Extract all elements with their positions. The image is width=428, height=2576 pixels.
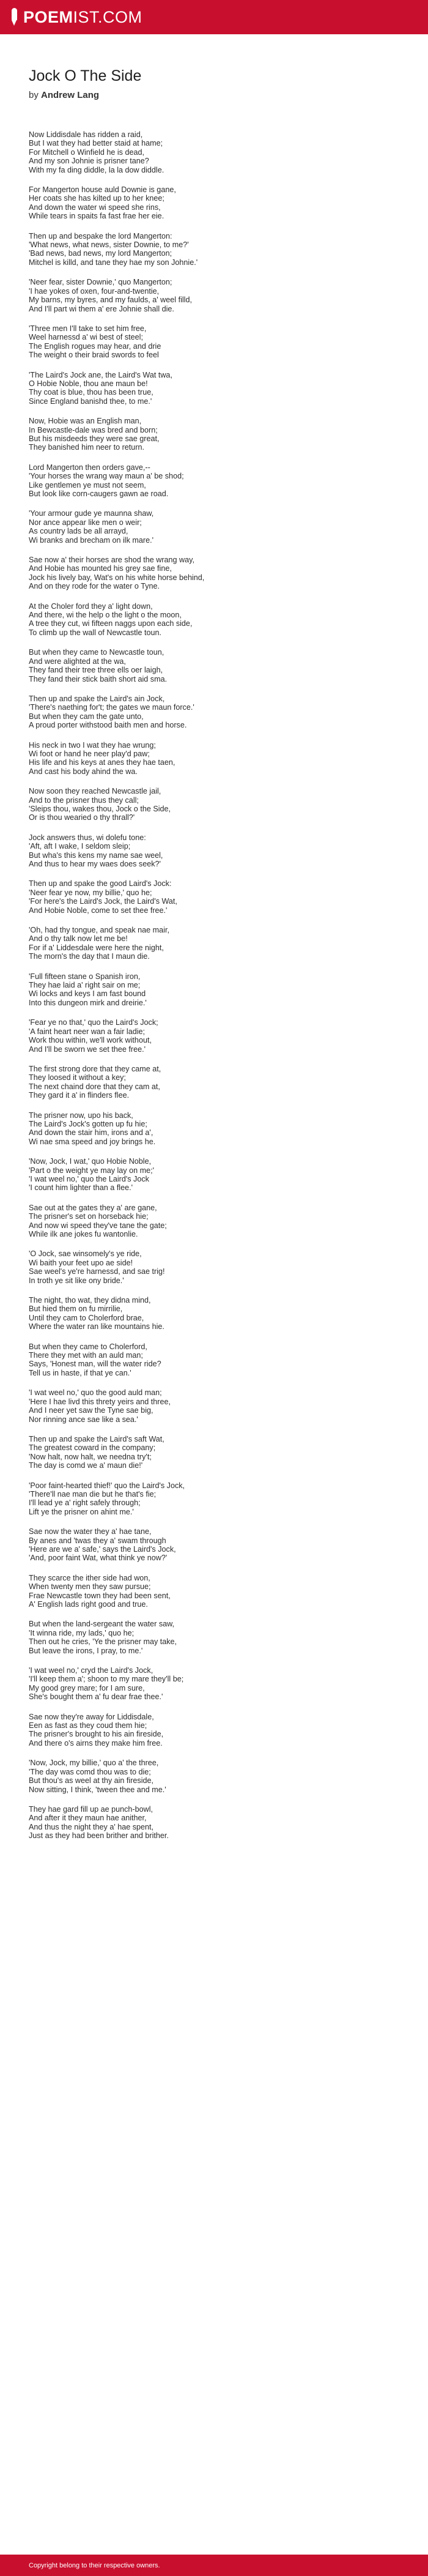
poem-line: Frae Newcastle town they had been sent, bbox=[29, 1591, 171, 1600]
poem-line: In Bewcastle-dale was bred and born; bbox=[29, 425, 158, 434]
stanza bbox=[29, 232, 408, 267]
poem-line: The day is comd we a' maun die!' bbox=[29, 1461, 143, 1470]
poem-line: Just as they had been brither and brither. bbox=[29, 1831, 169, 1841]
poem-line: They loosed it without a key; bbox=[29, 1073, 126, 1082]
stanza bbox=[29, 1527, 408, 1563]
stanza bbox=[29, 371, 408, 406]
poem-line: 'There's naething for't; the gates we maun force.' bbox=[29, 703, 194, 712]
poem-line: And to the prisner thus they call; bbox=[29, 795, 139, 805]
poem-line: Now, Hobie was an English man, bbox=[29, 417, 142, 426]
poem-line: 'It winna ride, my lads,' quo he; bbox=[29, 1628, 135, 1637]
poem-line: And my son Johnie is prisner tane? bbox=[29, 157, 149, 166]
poem-line: Mitchel is killd, and tane they hae my son Johnie.' bbox=[29, 258, 198, 267]
poem-line: While ilk ane jokes fu wantonlie. bbox=[29, 1230, 138, 1238]
logo-text-light: IST.COM bbox=[73, 7, 142, 26]
poem-line: Nor ance appear like men o weir; bbox=[29, 518, 142, 527]
poem-line: The prisner's set on horseback hie; bbox=[29, 1212, 149, 1221]
poem-line: And on they rode for the water o Tyne. bbox=[29, 582, 160, 591]
poem-line: For if a' Liddesdale were here the night, bbox=[29, 943, 164, 952]
poem-line: She's bought them a' fu dear frae thee.' bbox=[29, 1692, 163, 1702]
stanza bbox=[29, 185, 408, 221]
poem-line: And Hobie has mounted his grey sae fine, bbox=[29, 564, 172, 573]
poem-line: And Hobie Noble, come to set thee free.' bbox=[29, 906, 168, 915]
poem-line: 'I count him lighter than a flee.' bbox=[29, 1183, 133, 1193]
poem-line: To climb up the wall of Newcastle toun. bbox=[29, 628, 161, 637]
poem-line: Sae weel's ye're harnessd, and sae trig! bbox=[29, 1267, 165, 1276]
poem-line: When twenty men they saw pursue; bbox=[29, 1582, 151, 1591]
poem-line: His neck in two I wat they hae wrung; bbox=[29, 740, 156, 750]
poem-line: Sae out at the gates they a' are gane, bbox=[29, 1203, 157, 1212]
stanza bbox=[29, 324, 408, 360]
poem-line: 'Three men I'll take to set him free, bbox=[29, 324, 147, 333]
poem-line: The prisner now, upo his back, bbox=[29, 1111, 133, 1120]
pen-nib-icon bbox=[11, 8, 18, 26]
poem-line: Into this dungeon mirk and dreirie.' bbox=[29, 998, 147, 1007]
poem-line: Where the water ran like mountains hie. bbox=[29, 1322, 164, 1331]
poem-line: The night, tho wat, they didna mind, bbox=[29, 1296, 151, 1305]
poem-line: A tree they cut, wi fifteen naggs upon each side, bbox=[29, 619, 193, 628]
poem-line: Like gentlemen ye must not seem, bbox=[29, 480, 146, 490]
poem-line: A proud porter withstood baith men and horse. bbox=[29, 721, 187, 730]
poem-line: And now wi speed they've tane the gate; bbox=[29, 1221, 167, 1230]
poem-line: Wi foot or hand he neer play'd paw; bbox=[29, 749, 150, 758]
footer bbox=[0, 2555, 428, 2576]
poem-line: And I neer yet saw the Tyne sae big, bbox=[29, 1406, 153, 1415]
stanza bbox=[29, 1111, 408, 1147]
poem-line: 'The Laird's Jock ane, the Laird's Wat twa, bbox=[29, 370, 172, 379]
stanza bbox=[29, 1805, 408, 1841]
poem-line: 'What news, what news, sister Downie, to me?' bbox=[29, 240, 189, 250]
poem-line: Now sitting, I think, 'tween thee and me.' bbox=[29, 1785, 166, 1794]
stanza bbox=[29, 926, 408, 961]
author-link[interactable]: Andrew Lang bbox=[41, 90, 100, 100]
poem-line: They hae laid a' right sair on me; bbox=[29, 981, 141, 990]
poem-line: 'There'll nae man die but he that's fie; bbox=[29, 1489, 157, 1498]
poem-line: While tears in spaits fa fast frae her eie. bbox=[29, 212, 164, 221]
poem-line: The English rogues may hear, and drie bbox=[29, 341, 161, 351]
poem-line: 'Here are we a' safe,' says the Laird's Jock, bbox=[29, 1544, 176, 1554]
poem-line: Then out he cries, 'Ye the prisner may take, bbox=[29, 1637, 177, 1647]
poem-line: 'I wat weel no,' quo the good auld man; bbox=[29, 1388, 162, 1398]
poem-line: 'I'll keep them a'; shoon to my mare they'll be; bbox=[29, 1675, 184, 1684]
poem-line: And there o's airns they make him free. bbox=[29, 1738, 163, 1748]
poem-line: The next chaind dore that they cam at, bbox=[29, 1082, 160, 1091]
poem-line: My good grey mare; for I am sure, bbox=[29, 1683, 145, 1692]
stanza bbox=[29, 648, 408, 683]
poem-line: 'Your armour gude ye maunna shaw, bbox=[29, 509, 154, 518]
stanza bbox=[29, 741, 408, 776]
poem-line: But when they came to Cholerford, bbox=[29, 1342, 147, 1351]
poem-line: Nor rinning ance sae like a sea.' bbox=[29, 1415, 138, 1424]
poem-line: 'Oh, had thy tongue, and speak nae mair, bbox=[29, 926, 169, 935]
poem-line: Until they cam to Cholerford brae, bbox=[29, 1313, 144, 1322]
stanza bbox=[29, 463, 408, 499]
stanza bbox=[29, 1204, 408, 1239]
poem-line: And thus to hear my waes does seek?' bbox=[29, 860, 161, 868]
poem-line: And o thy talk now let me be! bbox=[29, 934, 128, 944]
poem-line: The Laird's Jock's gotten up fu hie; bbox=[29, 1119, 147, 1128]
poem-line: Sae now they're away for Liddisdale, bbox=[29, 1712, 154, 1721]
poem-line: Lift ye the prisner on ahint me.' bbox=[29, 1507, 134, 1516]
poem-line: Or is thou wearied o thy thrall?' bbox=[29, 813, 135, 822]
stanza bbox=[29, 1342, 408, 1378]
poem-line: Now soon they reached Newcastle jail, bbox=[29, 787, 161, 796]
poem-line: Wi locks and keys I am fast bound bbox=[29, 989, 146, 999]
stanza bbox=[29, 1435, 408, 1470]
poem-line: But wha's this kens my name sae weel, bbox=[29, 851, 163, 860]
poem-line: Since England banishd thee, to me.' bbox=[29, 396, 152, 406]
poem-line: 'I wat weel no,' cryd the Laird's Jock, bbox=[29, 1666, 153, 1675]
poem-line: Then up and spake the good Laird's Jock: bbox=[29, 879, 172, 888]
poem-line: 'Now, Jock, I wat,' quo Hobie Noble, bbox=[29, 1157, 152, 1166]
poem-line: But when they came to Newcastle toun, bbox=[29, 648, 164, 657]
top-bar bbox=[0, 0, 428, 34]
stanza bbox=[29, 556, 408, 591]
poem-line: My barns, my byres, and my faulds, a' weel filld, bbox=[29, 296, 192, 305]
poem-line: Lord Mangerton then orders gave,-- bbox=[29, 463, 150, 472]
poem-line: Wi branks and brecham on ilk mare.' bbox=[29, 535, 153, 545]
poem-line: The first strong dore that they came at, bbox=[29, 1064, 161, 1073]
poem-line: With my fa ding diddle, la la dow diddle. bbox=[29, 165, 164, 174]
poem-line: And down the stair him, irons and a', bbox=[29, 1128, 153, 1137]
stanza bbox=[29, 1249, 408, 1285]
stanza bbox=[29, 1296, 408, 1331]
poem-line: And thus the night they a' hae spent, bbox=[29, 1822, 154, 1831]
stanza bbox=[29, 1481, 408, 1517]
poem-line: Wi nae sma speed and joy brings he. bbox=[29, 1137, 156, 1146]
poem-line: 'Here I hae livd this threty yeirs and three, bbox=[29, 1397, 171, 1406]
poem-line: There they met with an auld man; bbox=[29, 1351, 143, 1360]
poem-line: And I'll be sworn we set thee free.' bbox=[29, 1044, 146, 1054]
poem-line: But when they cam the gate unto, bbox=[29, 712, 144, 721]
stanza bbox=[29, 1666, 408, 1702]
poem-line: The prisner's brought to his ain fireside, bbox=[29, 1730, 164, 1739]
poem-line: But when the land-sergeant the water saw, bbox=[29, 1620, 175, 1629]
stanza bbox=[29, 787, 408, 822]
poem-line: I'll lead ye a' right safely through; bbox=[29, 1498, 141, 1508]
poem-line: Her coats she has kilted up to her knee; bbox=[29, 194, 164, 203]
poem-line: Then up and bespake the lord Mangerton: bbox=[29, 231, 172, 240]
byline-prefix: by bbox=[29, 90, 39, 100]
poem-line: 'I hae yokes of oxen, four-and-twentie, bbox=[29, 286, 160, 296]
poem-line: 'Now, Jock, my billie,' quo a' the three, bbox=[29, 1759, 159, 1768]
poem-line: The morn's the day that I maun die. bbox=[29, 952, 150, 961]
poem-line: O Hobie Noble, thou ane maun be! bbox=[29, 379, 148, 388]
poem-line: Work thou within, we'll work without, bbox=[29, 1036, 152, 1045]
poem-line: 'And, poor faint Wat, what think ye now?' bbox=[29, 1554, 168, 1563]
copyright-text: Copyright belong to their respective owners. bbox=[29, 2561, 160, 2569]
poem-line: Thy coat is blue, thou has been true, bbox=[29, 388, 153, 397]
poem-line: Then up and spake the Laird's saft Wat, bbox=[29, 1434, 164, 1443]
stanza bbox=[29, 972, 408, 1008]
poem-line: 'Neer fear ye now, my billie,' quo he; bbox=[29, 888, 152, 897]
stanza bbox=[29, 694, 408, 730]
poem-line: At the Choler ford they a' light down, bbox=[29, 601, 153, 611]
poem-line: But I wat they had better staid at hame; bbox=[29, 139, 163, 148]
stanza bbox=[29, 1759, 408, 1794]
stanza bbox=[29, 879, 408, 915]
stanza bbox=[29, 1574, 408, 1609]
poem-line: Sae now a' their horses are shod the wrang way, bbox=[29, 556, 194, 565]
poem-line: 'Fear ye no that,' quo the Laird's Jock; bbox=[29, 1018, 158, 1027]
poem-line: Tell us in haste, if that ye can.' bbox=[29, 1368, 131, 1377]
poem-line: 'Your horses the wrang way maun a' be shod; bbox=[29, 472, 184, 481]
poem-line: But look like corn-caugers gawn ae road. bbox=[29, 490, 169, 498]
poem-line: By anes and 'twas they a' swam through bbox=[29, 1536, 166, 1545]
poem-line: 'Now halt, now halt, we needna try't; bbox=[29, 1452, 152, 1461]
poem-line: Jock answers thus, wi dolefu tone: bbox=[29, 833, 146, 842]
poem-line: And were alighted at the wa, bbox=[29, 657, 126, 666]
poem-body bbox=[29, 130, 408, 1852]
poem-line: In troth ye sit like ony bride.' bbox=[29, 1276, 124, 1285]
stanza bbox=[29, 1620, 408, 1655]
poem-line: They gard it a' in flinders flee. bbox=[29, 1091, 130, 1100]
poem-line: 'Aft, aft I wake, I seldom sleip; bbox=[29, 842, 131, 851]
poem-line: 'Neer fear, sister Downie,' quo Mangerton; bbox=[29, 278, 172, 287]
poem-line: And there, wi the help o the light o the moon, bbox=[29, 611, 182, 620]
poem-line: Jock his lively bay, Wat's on his white horse behind, bbox=[29, 573, 205, 582]
poem-line: His life and his keys at anes they hae taen, bbox=[29, 758, 175, 767]
poem-line: 'Full fifteen stane o Spanish iron, bbox=[29, 972, 141, 981]
site-logo[interactable] bbox=[11, 8, 142, 27]
poem-line: They scarce the ither side had won, bbox=[29, 1573, 150, 1582]
poem-title: Jock O The Side bbox=[29, 67, 142, 84]
byline bbox=[29, 90, 99, 100]
poem-line: Wi baith your feet upo ae side! bbox=[29, 1258, 133, 1267]
poem-line: For Mitchell o Winfield he is dead, bbox=[29, 147, 144, 157]
stanza bbox=[29, 1018, 408, 1054]
poem-line: 'Part o the weight ye may lay on me;' bbox=[29, 1166, 155, 1175]
poem-line: They banished him neer to return. bbox=[29, 443, 145, 452]
poem-line: And after it they maun hae anither, bbox=[29, 1814, 147, 1823]
poem-line: Sae now the water they a' hae tane, bbox=[29, 1527, 152, 1536]
stanza bbox=[29, 1388, 408, 1424]
logo-text-bold: POEM bbox=[23, 7, 73, 26]
stanza bbox=[29, 1157, 408, 1193]
poem-line: As country lads be all arrayd, bbox=[29, 527, 128, 536]
poem-line: But thou's as weel at thy ain fireside, bbox=[29, 1776, 154, 1785]
poem-line: But leave the irons, I pray, to me.' bbox=[29, 1646, 143, 1655]
poem-line: Says, 'Honest man, will the water ride? bbox=[29, 1360, 161, 1369]
poem-line: And down the water wi speed she rins, bbox=[29, 203, 161, 212]
poem-line: 'Poor faint-hearted thief!' quo the Laird's Jock, bbox=[29, 1481, 185, 1490]
poem-line: They hae gard fill up ae punch-bowl, bbox=[29, 1804, 153, 1814]
poem-line: 'I wat weel no,' quo the Laird's Jock bbox=[29, 1174, 149, 1183]
poem-line: But hied them on fu mirrilie, bbox=[29, 1305, 123, 1314]
stanza bbox=[29, 417, 408, 452]
poem-line: A' English lads right good and true. bbox=[29, 1600, 148, 1609]
stanza bbox=[29, 509, 408, 545]
poem-line: For Mangerton house auld Downie is gane, bbox=[29, 185, 176, 195]
poem-line: 'For here's the Laird's Jock, the Laird's Wat, bbox=[29, 897, 177, 906]
stanza bbox=[29, 130, 408, 174]
poem-line: The greatest coward in the company; bbox=[29, 1443, 156, 1453]
stanza bbox=[29, 833, 408, 869]
poem-line: 'O Jock, sae winsomely's ye ride, bbox=[29, 1249, 142, 1259]
stanza bbox=[29, 602, 408, 638]
poem-line: 'The day was comd thou was to die; bbox=[29, 1767, 151, 1776]
stanza bbox=[29, 1713, 408, 1748]
poem-line: Weel harnessd a' wi best of steel; bbox=[29, 333, 143, 342]
poem-line: But his misdeeds they were sae great, bbox=[29, 434, 160, 443]
stanza bbox=[29, 278, 408, 313]
poem-line: Now Liddisdale has ridden a raid, bbox=[29, 130, 143, 139]
poem-line: And I'll part wi them a' ere Johnie shall die. bbox=[29, 304, 174, 313]
stanza bbox=[29, 1065, 408, 1100]
poem-line: They fand their stick baith short aid sma. bbox=[29, 674, 168, 683]
poem-line: Then up and spake the Laird's ain Jock, bbox=[29, 694, 165, 703]
poem-line: The weight o their braid swords to feel bbox=[29, 351, 159, 360]
poem-line: 'Bad news, bad news, my lord Mangerton; bbox=[29, 249, 172, 258]
poem-line: They fand their tree three ells oer laigh, bbox=[29, 666, 163, 675]
poem-line: And cast his body ahind the wa. bbox=[29, 767, 138, 776]
poem-line: Een as fast as they coud them hie; bbox=[29, 1721, 147, 1730]
poem-line: 'Sleips thou, wakes thou, Jock o the Side, bbox=[29, 804, 171, 813]
poem-line: 'A faint heart neer wan a fair ladie; bbox=[29, 1027, 146, 1036]
